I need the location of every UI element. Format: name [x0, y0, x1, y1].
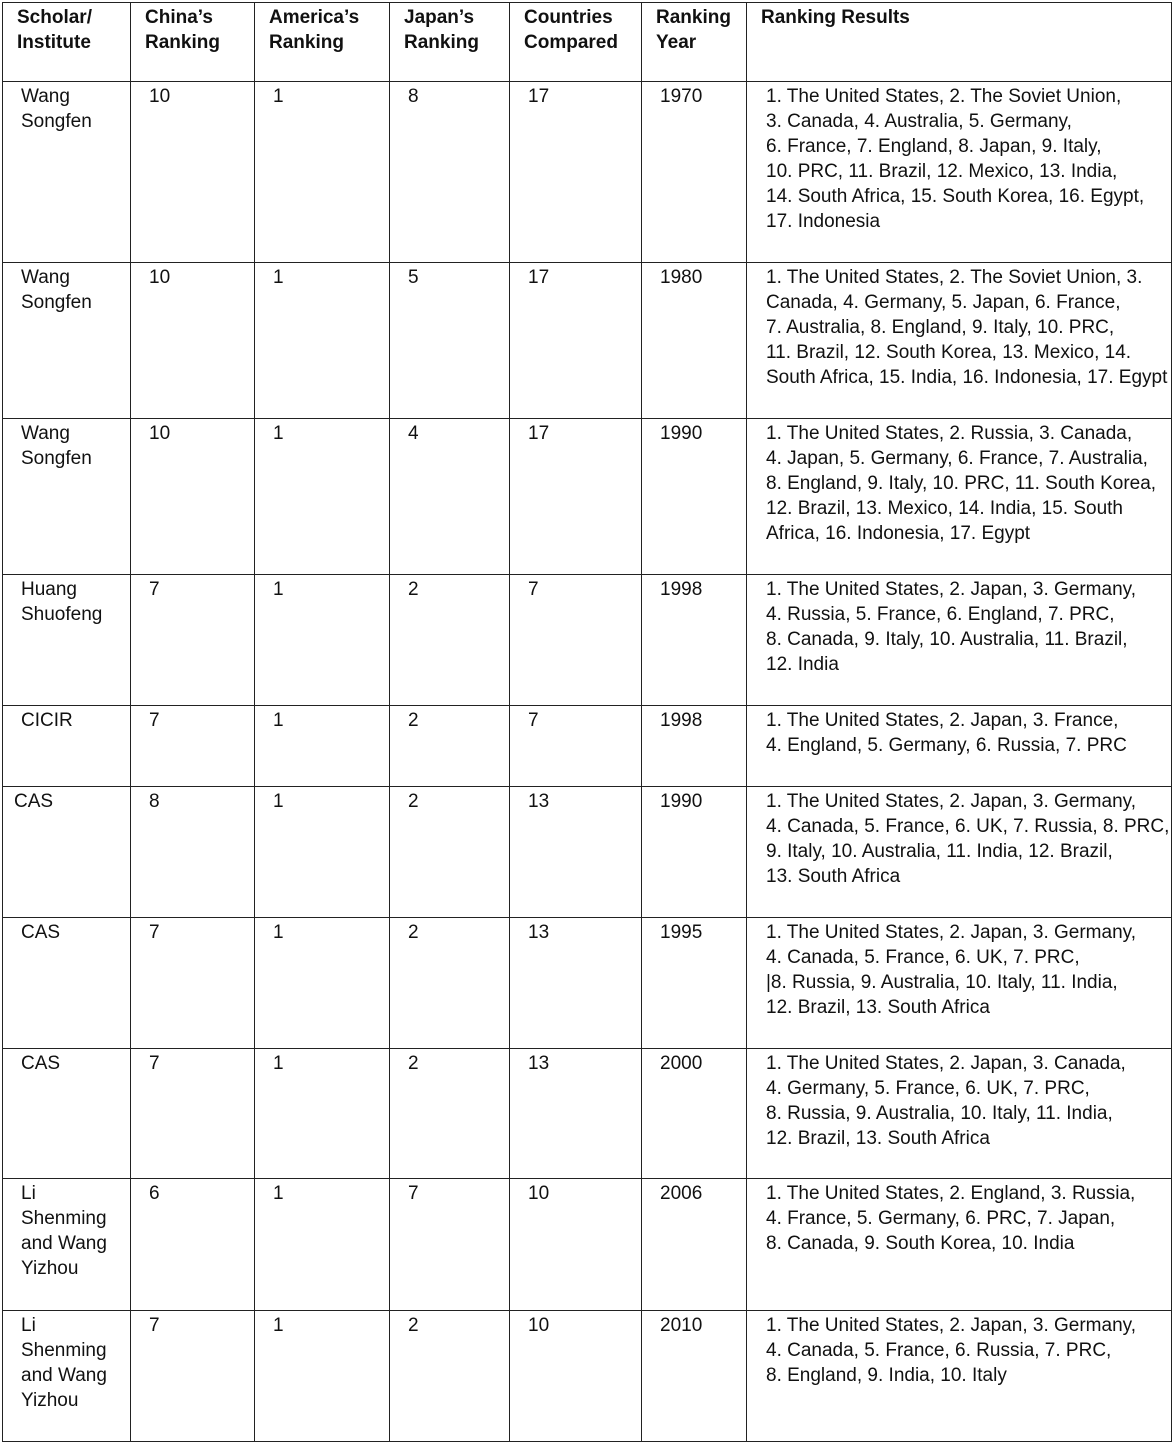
- ranking-results-line: 4. Canada, 5. France, 6. UK, 7. PRC,: [766, 947, 1080, 968]
- ranking-results-line: 1. The United States, 2. Japan, 3. Germany,: [766, 579, 1136, 600]
- ranking-results-line: 4. Russia, 5. France, 6. England, 7. PRC,: [766, 604, 1115, 625]
- ranking-results-line: 1. The United States, 2. The Soviet Union,: [766, 86, 1122, 107]
- table-body: [3, 82, 1172, 1442]
- ranking-results-line: |8. Russia, 9. Australia, 10. Italy, 11. India,: [766, 972, 1118, 993]
- ranking-results-cell: [747, 419, 1172, 575]
- america-ranking-cell: 1: [255, 419, 390, 575]
- ranking-year-cell: 1990: [642, 419, 747, 575]
- ranking-results-line: 8. Canada, 9. South Korea, 10. India: [766, 1233, 1075, 1254]
- ranking-results-cell: [747, 1049, 1172, 1179]
- ranking-year-cell: 2010: [642, 1311, 747, 1442]
- countries-compared-cell: 17: [510, 263, 642, 419]
- ranking-results-line: 4. Canada, 5. France, 6. UK, 7. Russia, 8. PRC,: [766, 816, 1170, 837]
- ranking-results-cell: [747, 575, 1172, 706]
- ranking-results-line: 6. France, 7. England, 8. Japan, 9. Italy,: [766, 136, 1102, 157]
- table-row: [3, 1049, 1172, 1179]
- ranking-results-line: 4. France, 5. Germany, 6. PRC, 7. Japan,: [766, 1208, 1116, 1229]
- america-ranking-cell: 1: [255, 787, 390, 918]
- america-ranking-cell: 1: [255, 918, 390, 1049]
- america-ranking-cell: 1: [255, 706, 390, 787]
- america-ranking-cell: 1: [255, 263, 390, 419]
- japan-ranking-cell: 7: [390, 1179, 510, 1311]
- table-row: [3, 706, 1172, 787]
- japan-ranking-cell: 2: [390, 1049, 510, 1179]
- ranking-results-line: 1. The United States, 2. Japan, 3. Germany,: [766, 791, 1136, 812]
- countries-compared-cell: 17: [510, 419, 642, 575]
- ranking-results-line: 4. Canada, 5. France, 6. Russia, 7. PRC,: [766, 1340, 1112, 1361]
- header-row: [3, 3, 1172, 82]
- table-row: [3, 1311, 1172, 1442]
- ranking-results-cell: [747, 787, 1172, 918]
- ranking-results-cell: [747, 706, 1172, 787]
- ranking-results-cell: [747, 263, 1172, 419]
- ranking-results-line: 4. Germany, 5. France, 6. UK, 7. PRC,: [766, 1078, 1090, 1099]
- america-ranking-cell: 1: [255, 1311, 390, 1442]
- header-ranking-results: Ranking Results: [747, 3, 1172, 82]
- china-ranking-cell: 8: [131, 787, 255, 918]
- table-row: [3, 787, 1172, 918]
- ranking-year-cell: 1990: [642, 787, 747, 918]
- ranking-results-line: 8. England, 9. India, 10. Italy: [766, 1365, 1007, 1386]
- ranking-results-line: 4. England, 5. Germany, 6. Russia, 7. PRC: [766, 735, 1127, 756]
- ranking-year-cell: 1998: [642, 706, 747, 787]
- ranking-results-line: 8. Russia, 9. Australia, 10. Italy, 11. India,: [766, 1103, 1113, 1124]
- ranking-results-cell: [747, 918, 1172, 1049]
- china-ranking-cell: 10: [131, 263, 255, 419]
- ranking-results-line: Africa, 16. Indonesia, 17. Egypt: [766, 523, 1031, 544]
- china-ranking-cell: 10: [131, 82, 255, 263]
- ranking-results-cell: [747, 82, 1172, 263]
- table-row: [3, 263, 1172, 419]
- japan-ranking-cell: 2: [390, 787, 510, 918]
- ranking-results-line: 1. The United States, 2. The Soviet Union, 3.: [766, 267, 1143, 288]
- ranking-results-line: 1. The United States, 2. Japan, 3. Germany,: [766, 1315, 1136, 1336]
- america-ranking-cell: 1: [255, 575, 390, 706]
- china-ranking-cell: 6: [131, 1179, 255, 1311]
- ranking-results-line: 14. South Africa, 15. South Korea, 16. Egypt,: [766, 186, 1145, 207]
- header-countries-compared: Countries Compared: [510, 3, 642, 82]
- scholar-cell: Wang Songfen: [3, 82, 131, 263]
- china-ranking-cell: 7: [131, 918, 255, 1049]
- ranking-results-line: 1. The United States, 2. England, 3. Russia,: [766, 1183, 1136, 1204]
- ranking-results-line: 12. Brazil, 13. South Africa: [766, 1128, 990, 1149]
- ranking-results-line: 10. PRC, 11. Brazil, 12. Mexico, 13. India,: [766, 161, 1118, 182]
- ranking-results-line: 1. The United States, 2. Japan, 3. France,: [766, 710, 1119, 731]
- scholar-cell: Li Shenming and Wang Yizhou: [3, 1311, 131, 1442]
- america-ranking-cell: 1: [255, 1049, 390, 1179]
- ranking-results-line: South Africa, 15. India, 16. Indonesia, 17. Egypt: [766, 367, 1168, 388]
- ranking-year-cell: 1970: [642, 82, 747, 263]
- scholar-cell: Li Shenming and Wang Yizhou: [3, 1179, 131, 1311]
- ranking-results-line: 9. Italy, 10. Australia, 11. India, 12. Brazil,: [766, 841, 1113, 862]
- america-ranking-cell: 1: [255, 1179, 390, 1311]
- scholar-cell: CICIR: [3, 706, 131, 787]
- ranking-year-cell: 2006: [642, 1179, 747, 1311]
- ranking-results-line: 12. Brazil, 13. South Africa: [766, 997, 990, 1018]
- japan-ranking-cell: 2: [390, 575, 510, 706]
- table-row: [3, 918, 1172, 1049]
- japan-ranking-cell: 5: [390, 263, 510, 419]
- ranking-year-cell: 1980: [642, 263, 747, 419]
- ranking-results-line: 12. India: [766, 654, 839, 675]
- japan-ranking-cell: 2: [390, 706, 510, 787]
- ranking-results-line: 4. Japan, 5. Germany, 6. France, 7. Australia,: [766, 448, 1148, 469]
- countries-compared-cell: 7: [510, 575, 642, 706]
- table-row: [3, 1179, 1172, 1311]
- china-ranking-cell: 7: [131, 1049, 255, 1179]
- countries-compared-cell: 13: [510, 918, 642, 1049]
- ranking-results-line: 1. The United States, 2. Russia, 3. Canada,: [766, 423, 1133, 444]
- scholar-cell: CAS: [3, 1049, 131, 1179]
- china-ranking-cell: 10: [131, 419, 255, 575]
- scholar-cell: CAS: [3, 787, 131, 918]
- scholar-cell: Huang Shuofeng: [3, 575, 131, 706]
- ranking-results-line: 1. The United States, 2. Japan, 3. Canada,: [766, 1053, 1126, 1074]
- ranking-year-cell: 1998: [642, 575, 747, 706]
- header-scholar: Scholar/ Institute: [3, 3, 131, 82]
- countries-compared-cell: 10: [510, 1179, 642, 1311]
- ranking-results-line: 1. The United States, 2. Japan, 3. Germany,: [766, 922, 1136, 943]
- ranking-results-line: 17. Indonesia: [766, 211, 881, 232]
- table-row: [3, 575, 1172, 706]
- japan-ranking-cell: 4: [390, 419, 510, 575]
- header-japan-ranking: Japan’s Ranking: [390, 3, 510, 82]
- ranking-results-line: 11. Brazil, 12. South Korea, 13. Mexico, 14.: [766, 342, 1132, 363]
- ranking-results-line: 8. England, 9. Italy, 10. PRC, 11. South Korea,: [766, 473, 1157, 494]
- countries-compared-cell: 13: [510, 1049, 642, 1179]
- ranking-results-cell: [747, 1311, 1172, 1442]
- ranking-year-cell: 1995: [642, 918, 747, 1049]
- scholar-cell: Wang Songfen: [3, 263, 131, 419]
- header-ranking-year: Ranking Year: [642, 3, 747, 82]
- countries-compared-cell: 13: [510, 787, 642, 918]
- ranking-table: [2, 2, 1172, 1442]
- america-ranking-cell: 1: [255, 82, 390, 263]
- table-row: [3, 419, 1172, 575]
- header-china-ranking: China’s Ranking: [131, 3, 255, 82]
- japan-ranking-cell: 2: [390, 918, 510, 1049]
- ranking-results-line: 12. Brazil, 13. Mexico, 14. India, 15. South: [766, 498, 1123, 519]
- ranking-results-cell: [747, 1179, 1172, 1311]
- china-ranking-cell: 7: [131, 706, 255, 787]
- ranking-year-cell: 2000: [642, 1049, 747, 1179]
- scholar-cell: CAS: [3, 918, 131, 1049]
- countries-compared-cell: 10: [510, 1311, 642, 1442]
- ranking-results-line: 3. Canada, 4. Australia, 5. Germany,: [766, 111, 1072, 132]
- china-ranking-cell: 7: [131, 1311, 255, 1442]
- scholar-cell: Wang Songfen: [3, 419, 131, 575]
- china-ranking-cell: 7: [131, 575, 255, 706]
- ranking-results-line: 13. South Africa: [766, 866, 901, 887]
- countries-compared-cell: 7: [510, 706, 642, 787]
- japan-ranking-cell: 8: [390, 82, 510, 263]
- countries-compared-cell: 17: [510, 82, 642, 263]
- ranking-results-line: 8. Canada, 9. Italy, 10. Australia, 11. Brazil,: [766, 629, 1128, 650]
- ranking-results-line: 7. Australia, 8. England, 9. Italy, 10. PRC,: [766, 317, 1115, 338]
- table-row: [3, 82, 1172, 263]
- ranking-results-line: Canada, 4. Germany, 5. Japan, 6. France,: [766, 292, 1121, 313]
- header-america-ranking: America’s Ranking: [255, 3, 390, 82]
- japan-ranking-cell: 2: [390, 1311, 510, 1442]
